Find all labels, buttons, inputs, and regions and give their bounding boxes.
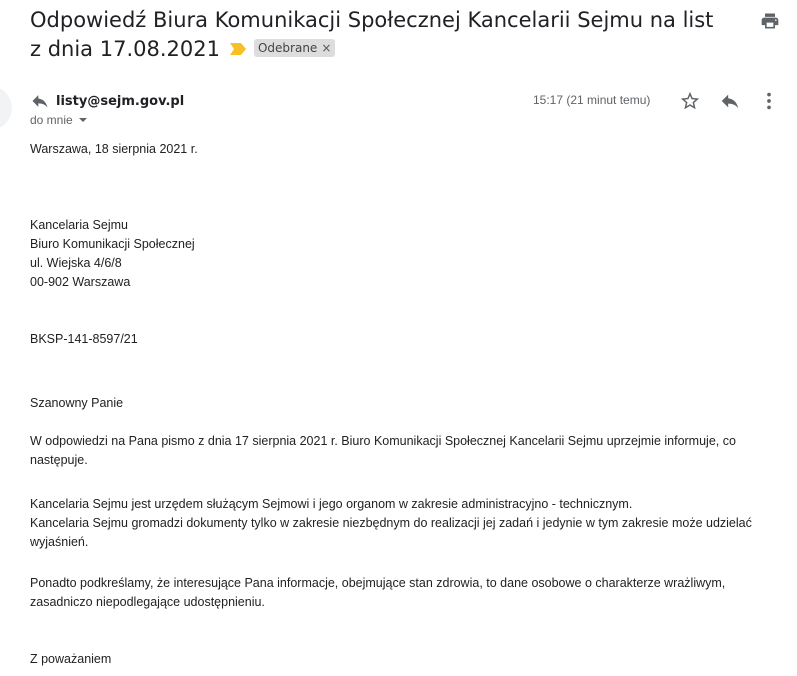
star-icon[interactable]	[679, 90, 701, 112]
email-subject	[30, 6, 730, 66]
recipient-text: do mnie	[30, 113, 73, 127]
reference-number: BKSP-141-8597/21	[30, 332, 138, 346]
email-subject-text: Odpowiedź Biura Komunikacji Społecznej Kancelarii Sejmu na list z dnia 17.08.2021	[30, 8, 714, 61]
recipient-details-toggle[interactable]	[30, 113, 87, 127]
replied-indicator-icon	[30, 91, 50, 111]
paragraph-2-line-1: Kancelaria Sejmu jest urzędem służącym Sejmowi i jego organom w zakresie administracyjno - technicznym.	[30, 497, 633, 511]
chevron-down-icon[interactable]	[79, 118, 87, 122]
importance-marker-icon[interactable]	[230, 34, 246, 62]
more-vert-icon[interactable]	[758, 90, 780, 112]
closing: Z poważaniem	[30, 652, 112, 666]
label-chip-inbox[interactable]	[254, 39, 335, 57]
paragraph-2-line-2: Kancelaria Sejmu gromadzi dokumenty tylko w zakresie niezbędnym do realizacji jej zadań i jedynie w tym zakresie może udzielać wyjaśnień.	[30, 516, 752, 549]
greeting: Szanowny Panie	[30, 396, 124, 410]
sender-email[interactable]: listy@sejm.gov.pl	[56, 93, 185, 109]
address-line-2: Biuro Komunikacji Społecznej	[30, 237, 195, 251]
paragraph-3: Ponadto podkreślamy, że interesujące Pana informacje, obejmujące stan zdrowia, to dane osobowe o charakterze wrażliwym, zasadniczo niepodlegające udostępnieniu.	[30, 576, 726, 609]
address-line-3: ul. Wiejska 4/6/8	[30, 256, 122, 270]
address-line-1: Kancelaria Sejmu	[30, 218, 128, 232]
sender-row	[30, 90, 184, 112]
date-line: Warszawa, 18 sierpnia 2021 r.	[30, 142, 198, 156]
email-subject-row	[30, 6, 730, 66]
address-line-4: 00-902 Warszawa	[30, 275, 131, 289]
print-icon[interactable]	[760, 11, 780, 31]
message-timestamp: 15:17 (21 minut temu)	[533, 93, 651, 107]
sender-avatar	[0, 86, 12, 130]
remove-label-icon[interactable]: ×	[321, 41, 332, 55]
label-chip-text: Odebrane	[257, 41, 318, 55]
paragraph-1: W odpowiedzi na Pana pismo z dnia 17 sierpnia 2021 r. Biuro Komunikacji Społecznej Kancelarii Sejmu uprzejmie informuje, co następuje.	[30, 434, 736, 467]
reply-icon[interactable]	[719, 90, 741, 112]
